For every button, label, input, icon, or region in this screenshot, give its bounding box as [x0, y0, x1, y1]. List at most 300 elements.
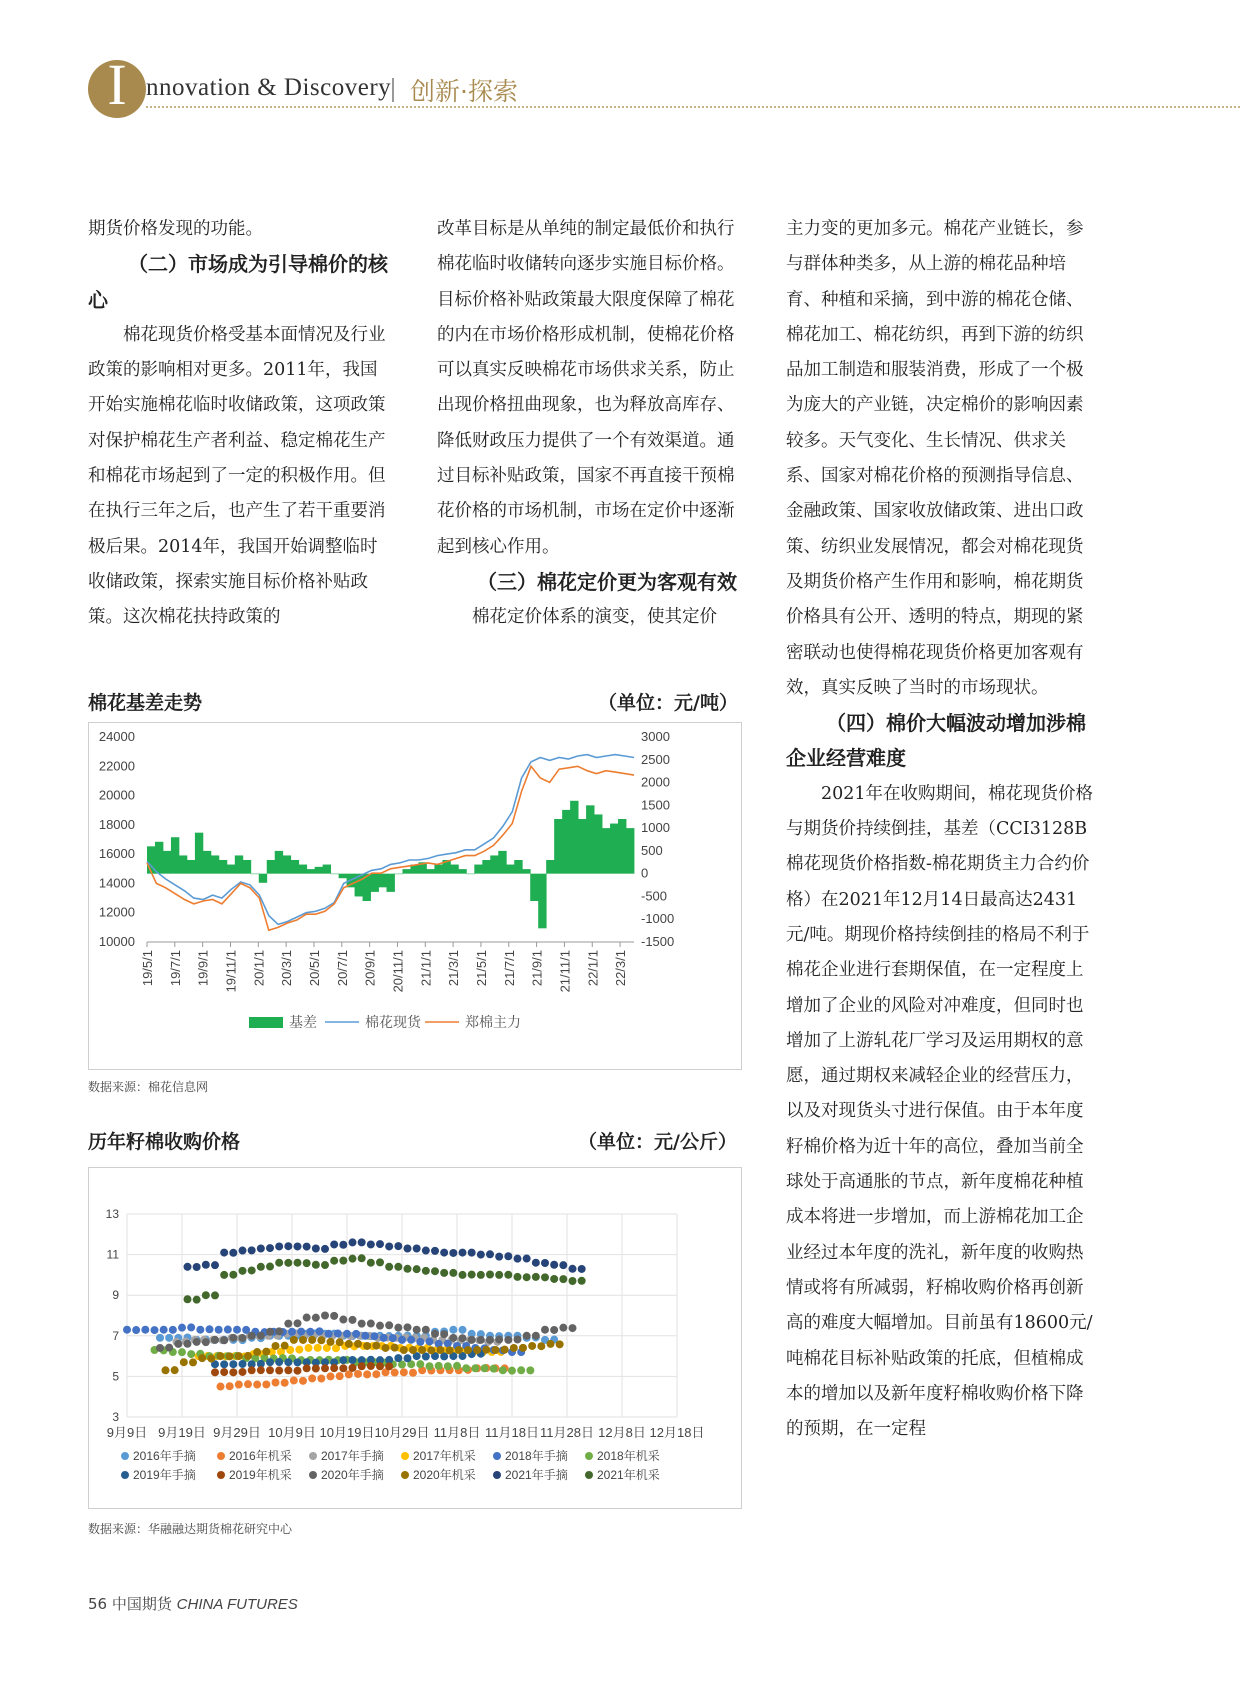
data-point: [385, 1242, 393, 1250]
legend-label: 2020年机采: [413, 1468, 476, 1482]
legend-marker: [585, 1452, 593, 1460]
basis-bar: [626, 828, 634, 874]
x-tick-label: 12月8日: [598, 1425, 646, 1440]
data-point: [339, 1364, 347, 1372]
chart2-source: 数据来源：华融融达期货棉花研究中心: [88, 1522, 293, 1536]
y-left-tick-label: 24000: [98, 729, 135, 744]
basis-bar: [498, 851, 506, 874]
data-point: [354, 1340, 362, 1348]
footer: [88, 1593, 298, 1614]
data-point: [266, 1244, 274, 1252]
data-point: [294, 1319, 302, 1327]
column-2: [437, 212, 743, 636]
data-point: [459, 1271, 467, 1279]
data-point: [281, 1342, 289, 1350]
data-point: [418, 1346, 426, 1354]
data-point: [266, 1366, 274, 1374]
basis-bar: [203, 851, 211, 874]
legend-marker: [401, 1471, 409, 1479]
data-point: [303, 1243, 311, 1251]
data-point: [330, 1312, 338, 1320]
data-point: [363, 1342, 371, 1350]
legend-marker: [585, 1471, 593, 1479]
basis-bar: [211, 855, 219, 873]
basis-bar: [610, 824, 618, 874]
basis-bar: [195, 833, 203, 874]
legend-label: 2021年手摘: [505, 1468, 568, 1482]
basis-bar: [155, 842, 163, 874]
data-point: [449, 1249, 457, 1257]
x-tick-label: 11月18日: [485, 1425, 539, 1440]
legend-label: 2019年机采: [229, 1468, 292, 1482]
x-tick-label: 11月8日: [433, 1425, 481, 1440]
data-point: [440, 1330, 448, 1338]
basis-bar: [307, 869, 315, 874]
data-point: [308, 1374, 316, 1382]
data-point: [217, 1383, 225, 1391]
data-point: [409, 1346, 417, 1354]
data-point: [308, 1336, 316, 1344]
column-1: [88, 212, 394, 636]
data-point: [400, 1368, 408, 1376]
paragraph: 2021年在收购期间，棉花现货价格与期货价持续倒挂，基差（CCI3128B棉花现货价格指数-棉花期货主力合约价格）在2021年12月14日最高达2431元/吨。期现价格持续倒挂的格局不利于棉花企业进行套期保值，在一定程度上增加了企业的风险对冲难度，但同时也增加了上游轧花厂学习及运用期权的意愿，通过期权来减轻企业的经营压力，以及对现货头寸进行保值。由于本年度籽棉价格为近十年的高位，叠加当前全球处于高通胀的节点，新年度棉花种植成本将进一步增加，而上游棉花加工企业经过本年度的洗礼，新年度的收购热情或将有所减弱，籽棉收购价格再创新高的难度大幅增加。目前虽有18600元/吨棉花目标补贴政策的托底，但植棉成本的增加以及新年度籽棉收购价格下降的预期，在一定程: [786, 783, 1094, 1440]
data-point: [314, 1344, 322, 1352]
basis-bar: [163, 851, 171, 874]
y-right-tick-label: 1000: [641, 820, 670, 836]
data-point: [449, 1326, 457, 1334]
data-point: [444, 1362, 452, 1370]
data-point: [413, 1326, 421, 1334]
data-point: [325, 1330, 333, 1338]
data-point: [559, 1324, 567, 1332]
data-point: [202, 1261, 210, 1269]
y-left-tick-label: 22000: [98, 758, 135, 774]
data-point: [226, 1352, 234, 1360]
data-point: [334, 1330, 342, 1338]
data-point: [321, 1364, 329, 1372]
basis-bar: [275, 851, 283, 874]
data-point: [385, 1321, 393, 1329]
data-point: [349, 1316, 357, 1324]
data-point: [184, 1263, 192, 1271]
magazine-name-cn: 中国期货: [111, 1595, 172, 1613]
x-tick-label: 9月19日: [158, 1425, 206, 1440]
data-point: [294, 1242, 302, 1250]
basis-bar: [251, 874, 259, 875]
data-point: [257, 1366, 265, 1374]
data-point: [229, 1334, 237, 1342]
x-tick-label: 21/7/1: [501, 950, 517, 987]
data-point: [224, 1326, 232, 1334]
data-point: [284, 1366, 292, 1374]
data-point: [389, 1334, 397, 1342]
basis-bar: [323, 865, 331, 874]
x-tick-label: 20/7/1: [334, 950, 350, 987]
data-point: [239, 1360, 247, 1368]
data-point: [504, 1336, 512, 1344]
page-number: 56: [88, 1595, 108, 1613]
x-tick-label: 10月29日: [374, 1425, 430, 1440]
data-point: [253, 1381, 261, 1389]
data-point: [327, 1338, 335, 1346]
data-point: [211, 1291, 219, 1299]
data-point: [202, 1338, 210, 1346]
data-point: [526, 1366, 534, 1374]
x-tick-label: 20/3/1: [279, 950, 295, 987]
data-point: [229, 1271, 237, 1279]
data-point: [303, 1314, 311, 1322]
data-point: [532, 1259, 540, 1267]
y-right-tick-label: 500: [641, 842, 663, 858]
y-right-tick-label: 2000: [641, 774, 670, 790]
basis-bar: [291, 860, 299, 874]
data-point: [440, 1249, 448, 1257]
legend-marker: [121, 1452, 129, 1460]
data-point: [422, 1267, 430, 1275]
data-point: [312, 1364, 320, 1372]
y-right-tick-label: 0: [641, 865, 649, 881]
data-point: [556, 1340, 564, 1348]
chart2-box: [88, 1167, 742, 1509]
data-point: [517, 1366, 525, 1374]
y-right-tick-label: -1500: [641, 934, 675, 949]
data-point: [330, 1240, 338, 1248]
data-point: [303, 1259, 311, 1267]
data-point: [253, 1348, 261, 1356]
legend-marker: [493, 1452, 501, 1460]
data-point: [528, 1342, 536, 1350]
data-point: [248, 1246, 256, 1254]
data-point: [141, 1326, 149, 1334]
data-point: [523, 1255, 531, 1263]
data-point: [281, 1379, 289, 1387]
data-point: [171, 1366, 179, 1374]
basis-bar: [227, 865, 235, 874]
data-point: [547, 1340, 555, 1348]
x-tick-label: 9月29日: [213, 1425, 261, 1440]
data-point: [473, 1346, 481, 1354]
x-tick-label: 19/11/1: [223, 950, 239, 993]
data-point: [312, 1314, 320, 1322]
basis-bar: [402, 869, 410, 874]
legend-swatch-basis: [249, 1017, 283, 1028]
basis-bar: [482, 860, 490, 874]
data-point: [272, 1342, 280, 1350]
data-point: [372, 1342, 380, 1350]
x-tick-label: 9月9日: [106, 1425, 148, 1440]
basis-bar: [506, 865, 514, 874]
legend-marker: [217, 1471, 225, 1479]
data-point: [312, 1245, 320, 1253]
data-point: [422, 1247, 430, 1255]
data-point: [284, 1259, 292, 1267]
data-point: [303, 1364, 311, 1372]
y-right-tick-label: -500: [641, 888, 668, 904]
data-point: [376, 1362, 384, 1370]
y-right-tick-label: -1000: [641, 911, 675, 927]
y-tick-label: 11: [106, 1247, 119, 1262]
basis-bar: [458, 869, 466, 874]
data-point: [339, 1257, 347, 1265]
section-heading: （四）棉价大幅波动增加涉棉企业经营难度: [786, 711, 1086, 771]
data-point: [239, 1247, 247, 1255]
data-point: [235, 1381, 243, 1389]
data-point: [431, 1330, 439, 1338]
data-point: [266, 1263, 274, 1271]
data-point: [178, 1348, 186, 1356]
data-point: [391, 1369, 399, 1377]
data-point: [305, 1344, 313, 1352]
legend-label: 2016年机采: [229, 1449, 292, 1463]
data-point: [354, 1370, 362, 1378]
data-point: [413, 1265, 421, 1273]
data-point: [550, 1261, 558, 1269]
paragraph: 棉花现货价格受基本面情况及行业政策的影响相对更多。2011年，我国开始实施棉花临时收储政策，这项政策对保护棉花生产者利益、稳定棉花生产和棉花市场起到了一定的积极作用。但在执行三年之后，也产生了若干重要消极后果。2014年，我国开始调整临时收储政策，探索实施目标价格补贴政策。这次棉花扶持政策的: [88, 324, 386, 628]
data-point: [550, 1275, 558, 1283]
data-point: [440, 1269, 448, 1277]
legend-marker: [217, 1452, 225, 1460]
data-point: [220, 1336, 228, 1344]
data-point: [404, 1265, 412, 1273]
data-point: [316, 1327, 324, 1335]
data-point: [495, 1271, 503, 1279]
data-point: [220, 1368, 228, 1376]
data-point: [398, 1336, 406, 1344]
data-point: [288, 1328, 296, 1336]
data-point: [299, 1336, 307, 1344]
data-point: [358, 1362, 366, 1370]
basis-bar: [331, 874, 339, 875]
data-point: [248, 1366, 256, 1374]
data-point: [187, 1350, 195, 1358]
data-point: [295, 1346, 303, 1354]
data-point: [523, 1273, 531, 1281]
data-point: [284, 1358, 292, 1366]
x-tick-label: 10月9日: [268, 1425, 316, 1440]
legend-label: 棉花现货: [365, 1014, 421, 1030]
basis-bar: [426, 869, 434, 874]
basis-bar: [594, 814, 602, 873]
y-tick-label: 5: [112, 1369, 119, 1384]
data-point: [248, 1266, 256, 1274]
chart2-svg: [89, 1168, 741, 1508]
data-point: [382, 1344, 390, 1352]
data-point: [510, 1344, 518, 1352]
data-point: [226, 1382, 234, 1390]
data-point: [358, 1238, 366, 1246]
data-point: [477, 1251, 485, 1259]
data-point: [330, 1257, 338, 1265]
data-point: [426, 1338, 434, 1346]
x-tick-label: 20/1/1: [251, 950, 267, 987]
data-point: [449, 1334, 457, 1342]
basis-bar: [371, 874, 379, 892]
basis-bar: [171, 837, 179, 873]
paragraph: 棉花定价体系的演变，使其定价: [472, 607, 717, 628]
data-point: [339, 1241, 347, 1249]
data-point: [211, 1336, 219, 1344]
data-point: [290, 1376, 298, 1384]
data-point: [327, 1372, 335, 1380]
data-point: [220, 1249, 228, 1257]
data-point: [132, 1326, 140, 1334]
data-point: [321, 1261, 329, 1269]
data-point: [229, 1360, 237, 1368]
data-point: [490, 1365, 498, 1373]
data-point: [156, 1334, 164, 1342]
x-tick-label: 21/3/1: [446, 950, 462, 987]
data-point: [394, 1354, 402, 1362]
data-point: [165, 1334, 173, 1342]
data-point: [229, 1249, 237, 1257]
x-tick-label: 21/11/1: [557, 950, 573, 993]
data-point: [537, 1342, 545, 1350]
y-left-tick-label: 10000: [98, 934, 135, 949]
paragraph: 主力变的更加多元。棉花产业链长，参与群体种类多，从上游的棉花品种培育、种植和采摘，到中游的棉花仓储、棉花加工、棉花纺织，再到下游的纺织品加工制造和服装消费，形成了一个极为庞大的产业链，决定棉价的影响因素较多。天气变化、生长情况、供求关系、国家对棉花价格的预测指导信息、金融政策、国家收放储政策、进出口政策、纺织业发展情况，都会对棉花现货及期货价格产生作用和影响，棉花期货价格具有公开、透明的特点，期现的紧密联动也使得棉花现货价格更加客观有效，真实反映了当时的市场现状。: [786, 219, 1084, 698]
y-tick-label: 9: [112, 1288, 119, 1303]
data-point: [541, 1259, 549, 1267]
data-point: [178, 1324, 186, 1332]
basis-bar: [562, 810, 570, 874]
data-point: [376, 1240, 384, 1248]
data-point: [459, 1326, 467, 1334]
data-point: [266, 1328, 274, 1336]
data-point: [391, 1344, 399, 1352]
data-point: [376, 1322, 384, 1330]
header-chinese: 创新·探索: [410, 77, 518, 106]
legend-label: 2018年手摘: [505, 1449, 568, 1463]
data-point: [235, 1352, 243, 1360]
data-point: [514, 1255, 522, 1263]
legend-label: 2018年机采: [597, 1449, 660, 1463]
basis-bar: [514, 860, 522, 874]
data-point: [519, 1344, 527, 1352]
legend-label: 2017年手摘: [321, 1449, 384, 1463]
data-point: [569, 1265, 577, 1273]
basis-bar: [554, 819, 562, 874]
data-point: [244, 1380, 252, 1388]
data-point: [257, 1332, 265, 1340]
chart2-title: 历年籽棉收购价格: [88, 1131, 241, 1153]
magazine-name-en: CHINA FUTURES: [176, 1596, 298, 1613]
data-point: [431, 1267, 439, 1275]
basis-bar: [466, 874, 474, 875]
legend-marker: [401, 1452, 409, 1460]
data-point: [330, 1364, 338, 1372]
data-point: [211, 1261, 219, 1269]
data-point: [294, 1358, 302, 1366]
data-point: [569, 1324, 577, 1332]
data-point: [471, 1364, 479, 1372]
section-heading: （三）棉花定价更为客观有效: [477, 569, 737, 594]
data-point: [486, 1336, 494, 1344]
legend-marker: [309, 1452, 317, 1460]
x-tick-label: 12月18日: [649, 1425, 705, 1440]
data-point: [193, 1296, 201, 1304]
data-point: [372, 1370, 380, 1378]
data-point: [578, 1277, 586, 1285]
chart1-source: 数据来源：棉花信息网: [88, 1080, 209, 1094]
chart1-svg: [89, 723, 741, 1069]
data-point: [211, 1368, 219, 1376]
data-point: [371, 1332, 379, 1340]
y-left-tick-label: 12000: [98, 904, 135, 920]
data-point: [160, 1326, 168, 1334]
data-point: [275, 1327, 283, 1335]
data-point: [239, 1368, 247, 1376]
data-point: [343, 1330, 351, 1338]
data-point: [413, 1245, 421, 1253]
basis-bar: [235, 855, 243, 873]
data-point: [220, 1271, 228, 1279]
data-point: [193, 1263, 201, 1271]
data-point: [477, 1271, 485, 1279]
data-point: [495, 1253, 503, 1261]
data-point: [336, 1338, 344, 1346]
data-point: [174, 1340, 182, 1348]
data-point: [482, 1346, 490, 1354]
y-left-tick-label: 14000: [98, 875, 135, 891]
data-point: [317, 1375, 325, 1383]
paragraph: 改革目标是从单纯的制定最低价和执行棉花临时收储转向逐步实施目标价格。目标价格补贴政策最大限度保障了棉花的内在市场价格形成机制，使棉花价格可以真实反映棉花市场供求关系，防止出现价格扭曲现象，也为释放高库存、降低财政压力提供了一个有效渠道。通过目标补贴政策，国家不再直接干预棉花价格的市场机制，市场在定价中逐渐起到核心作用。: [437, 219, 735, 557]
section-heading: （二）市场成为引导棉价的核心: [88, 252, 388, 312]
basis-bar: [267, 860, 275, 874]
basis-bar: [546, 860, 554, 874]
basis-bar: [618, 819, 626, 874]
data-point: [358, 1254, 366, 1262]
data-point: [156, 1344, 164, 1352]
data-point: [244, 1352, 252, 1360]
data-point: [284, 1242, 292, 1250]
data-point: [541, 1326, 549, 1334]
basis-bar: [187, 860, 195, 874]
data-point: [165, 1344, 173, 1352]
data-point: [257, 1263, 265, 1271]
basis-bar: [243, 860, 251, 874]
data-point: [262, 1348, 270, 1356]
x-tick-label: 19/5/1: [140, 950, 155, 987]
data-point: [394, 1242, 402, 1250]
data-point: [446, 1346, 454, 1354]
data-point: [352, 1330, 360, 1338]
header-initial: I: [107, 52, 127, 117]
header-divider: [392, 78, 394, 102]
data-point: [187, 1323, 195, 1331]
data-point: [426, 1362, 434, 1370]
header-english: nnovation & Discovery: [146, 74, 392, 101]
data-point: [464, 1346, 472, 1354]
data-point: [233, 1326, 241, 1334]
y-right-tick-label: 1500: [641, 797, 670, 813]
data-point: [262, 1380, 270, 1388]
basis-bar: [219, 860, 227, 874]
data-point: [248, 1332, 256, 1340]
data-point: [481, 1364, 489, 1372]
basis-bar: [394, 874, 402, 875]
data-point: [272, 1378, 280, 1386]
data-point: [257, 1245, 265, 1253]
data-point: [345, 1340, 353, 1348]
data-point: [523, 1332, 531, 1340]
data-point: [169, 1326, 177, 1334]
x-tick-label: 21/1/1: [418, 950, 434, 987]
data-point: [367, 1240, 375, 1248]
data-point: [559, 1275, 567, 1283]
y-tick-label: 7: [112, 1328, 119, 1343]
data-point: [321, 1312, 329, 1320]
data-point: [462, 1364, 470, 1372]
data-point: [207, 1355, 215, 1363]
